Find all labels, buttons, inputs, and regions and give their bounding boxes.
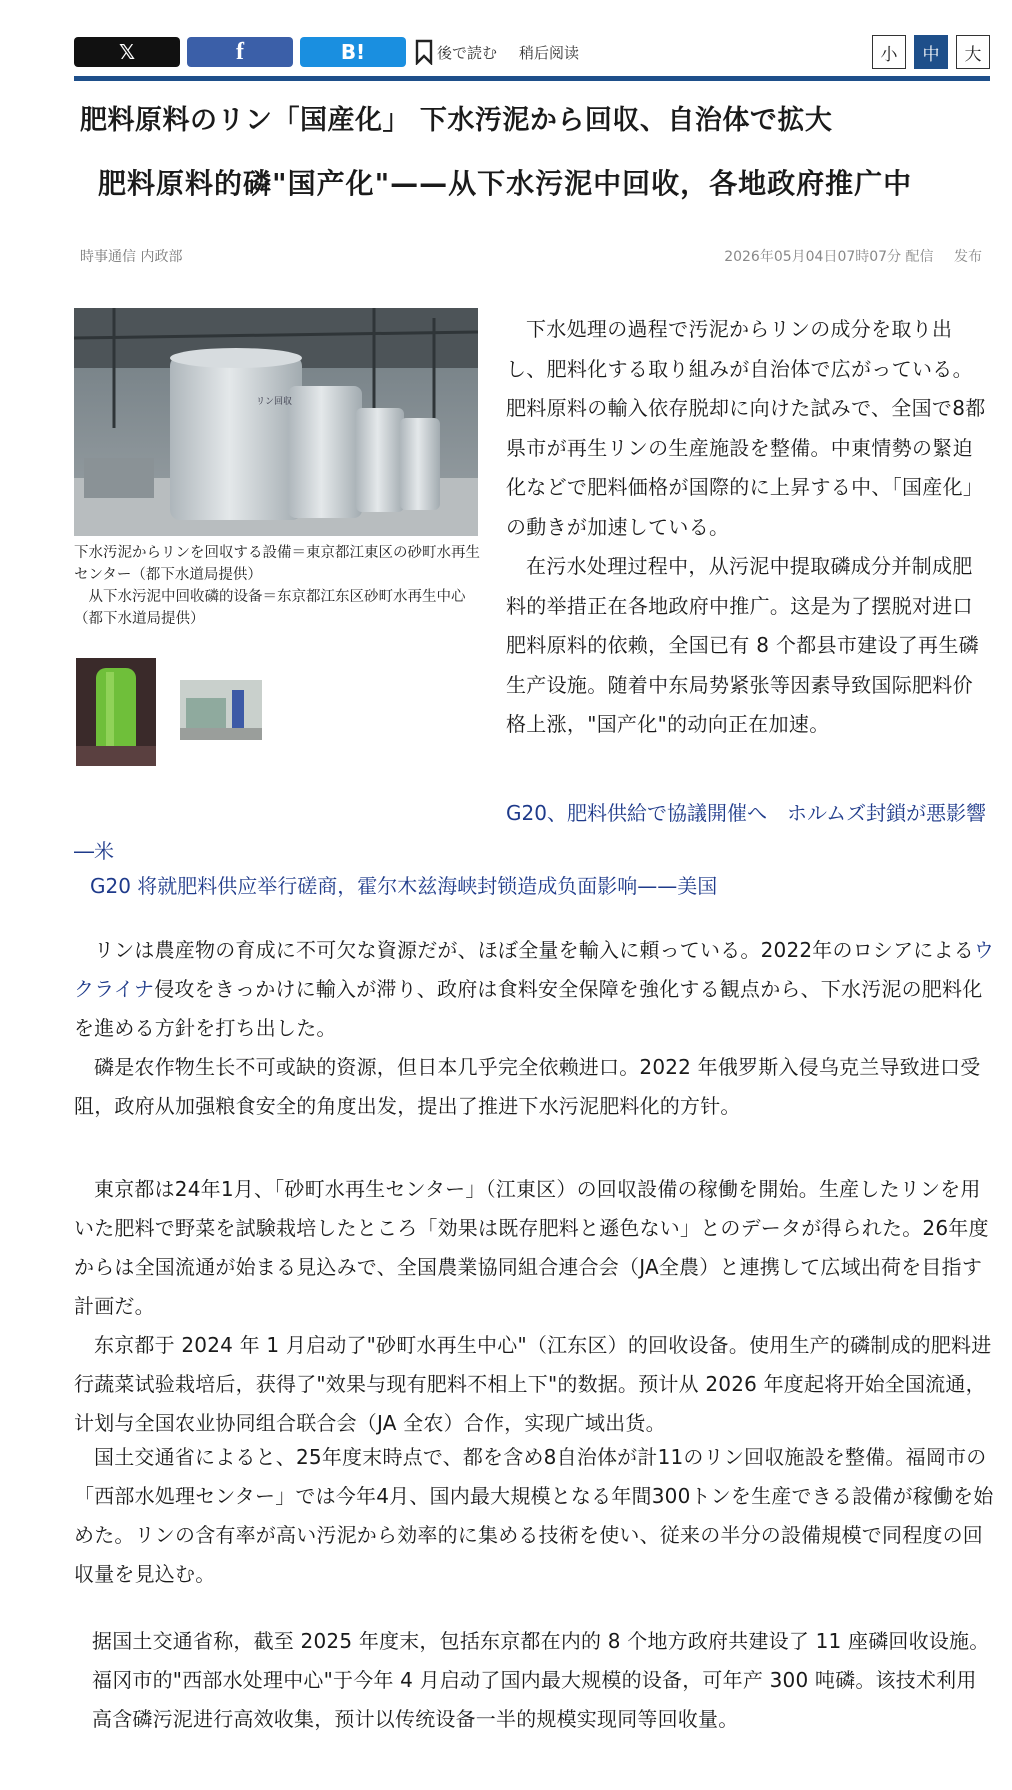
- paragraph-2-zh: 磷是农作物生长不可或缺的资源，但日本几乎完全依赖进口。2022 年俄罗斯入侵乌克兰导致进口受阻，政府从加强粮食安全的角度出发，提出了推进下水污泥肥料化的方针。: [74, 1055, 981, 1118]
- font-size-small-button[interactable]: 小: [872, 35, 906, 69]
- read-later-zh-label: 稍后阅读: [519, 43, 580, 62]
- read-later-button[interactable]: [414, 39, 497, 65]
- paragraph-2-jp-text-b: 侵攻をきっかけに輸入が滞り、政府は食料安全保障を強化する観点から、下水汚泥の肥料化を進める方針を打ち出した。: [74, 977, 983, 1040]
- paragraph-2-jp-text-a: リンは農産物の育成に不可欠な資源だが、ほぼ全量を輸入に頼っている。2022年のロシアによる: [94, 938, 974, 962]
- hatena-icon: B!: [340, 40, 366, 64]
- publish-date: 2026年05月04日07時07分: [724, 249, 902, 265]
- ukraine-link[interactable]: ウクライナ: [74, 938, 995, 1001]
- main-photo[interactable]: [74, 308, 478, 536]
- paragraph-4-jp-block: [74, 1438, 998, 1594]
- paragraph-3: [74, 1170, 998, 1443]
- publish-label-jp: 配信: [905, 249, 934, 265]
- paragraph-3-zh: 东京都于 2024 年 1 月启动了"砂町水再生中心"（江东区）的回收设备。使用生产的磷制成的肥料进行蔬菜试验栽培后，获得了"效果与现有肥料不相上下"的数据。预计从 2026 年度起将开始全国流通，计划与全国农业协同组合联合会（JA 全农）合作，实现广域出货。: [74, 1333, 992, 1435]
- thumbnail-2[interactable]: [180, 680, 262, 740]
- facebook-share-button[interactable]: [187, 37, 293, 67]
- thumbnail-1[interactable]: [76, 658, 156, 766]
- paragraph-3-jp: 東京都は24年1月、「砂町水再生センター」（江東区）の回収設備の稼働を開始。生産したリンを用いた肥料で野菜を試験栽培したところ「効果は既存肥料と遜色ない」とのデータが得られた。26年度からは全国流通が始まる見込みで、全国農業協同組合連合会（JA全農）と連携して広域出荷を目指す計画だ。: [74, 1177, 989, 1318]
- paragraph-2-jp: [74, 931, 998, 1048]
- lead-paragraph-jp: 下水処理の過程で汚泥からリンの成分を取り出し、肥料化する取り組みが自治体で広がっている。肥料原料の輸入依存脱却に向けた試みで、全国で8都県市が再生リンの生産施設を整備。中東情勢の緊迫化などで肥料価格が国際的に上昇する中、「国産化」の動きが加速している。: [506, 317, 986, 539]
- caption-zh: 从下水污泥中回收磷的设备＝东京都江东区砂町水再生中心（都下水道局提供）: [74, 589, 466, 627]
- hatena-bookmark-button[interactable]: [300, 37, 406, 67]
- lead-paragraph-zh: 在污水处理过程中，从污泥中提取磷成分并制成肥料的举措正在各地政府中推广。这是为了摆脱对进口肥料原料的依赖，全国已有 8 个都县市建设了再生磷生产设施。随着中东局势紧张等因素导致国际肥料价格上涨，"国产化"的动向正在加速。: [506, 554, 979, 736]
- thumbnail-photo-2: [180, 680, 262, 740]
- x-share-button[interactable]: [74, 37, 180, 67]
- bookmark-icon: [414, 39, 434, 65]
- article-title-zh: 肥料原料的磷"国产化"——从下水污泥中回收，各地政府推广中: [98, 167, 913, 200]
- share-bar: [74, 34, 990, 70]
- dateline: [724, 246, 982, 266]
- read-later-label: 後で読む: [437, 43, 498, 62]
- photo-caption: [74, 542, 486, 630]
- related-article-link-zh[interactable]: G20 将就肥料供应举行磋商，霍尔木兹海峡封锁造成负面影响——美国: [90, 874, 718, 898]
- paragraph-2: [74, 931, 998, 1126]
- font-size-switcher: [872, 35, 990, 69]
- paragraph-4-zh: 据国土交通省称，截至 2025 年度末，包括东京都在内的 8 个地方政府共建设了 11 座磷回收设施。福冈市的"西部水处理中心"于今年 4 月启动了国内最大规模的设备，可年产 300 吨磷。该技术利用高含磷污泥进行高效收集，预计以传统设备一半的规模实现同等回收量。: [92, 1629, 990, 1731]
- paragraph-4-zh-block: [92, 1622, 992, 1739]
- lead-column: [506, 310, 992, 745]
- header-divider: [74, 76, 990, 81]
- publish-label-zh: 发布: [954, 249, 982, 265]
- thumbnail-photo-1: [76, 658, 156, 766]
- font-size-large-button[interactable]: 大: [956, 35, 990, 69]
- tank-sign-text: リン回収: [256, 397, 293, 407]
- facility-photo: [74, 308, 478, 536]
- font-size-medium-button[interactable]: 中: [914, 35, 948, 69]
- paragraph-4-jp: 国土交通省によると、25年度末時点で、都を含め8自治体が計11のリン回収施設を整備。福岡市の「西部水処理センター」では今年4月、国内最大規模となる年間300トンを生産できる設備が稼働を始めた。リンの含有率が高い汚泥から効率的に集める技術を使い、従来の半分の設備規模で同程度の回収量を見込む。: [74, 1445, 994, 1586]
- article-title-jp: 肥料原料のリン「国産化」 下水汚泥から回収、自治体で拡大: [80, 105, 833, 136]
- related-article-link-jp[interactable]: G20、肥料供給で協議開催へ ホルムズ封鎖が悪影響―米: [74, 801, 987, 863]
- byline: 時事通信 内政部: [80, 249, 183, 265]
- caption-jp: 下水汚泥からリンを回収する設備＝東京都江東区の砂町水再生センター（都下水道局提供）: [74, 545, 480, 583]
- facebook-icon: f: [236, 38, 244, 65]
- x-icon: 𝕏: [118, 40, 136, 64]
